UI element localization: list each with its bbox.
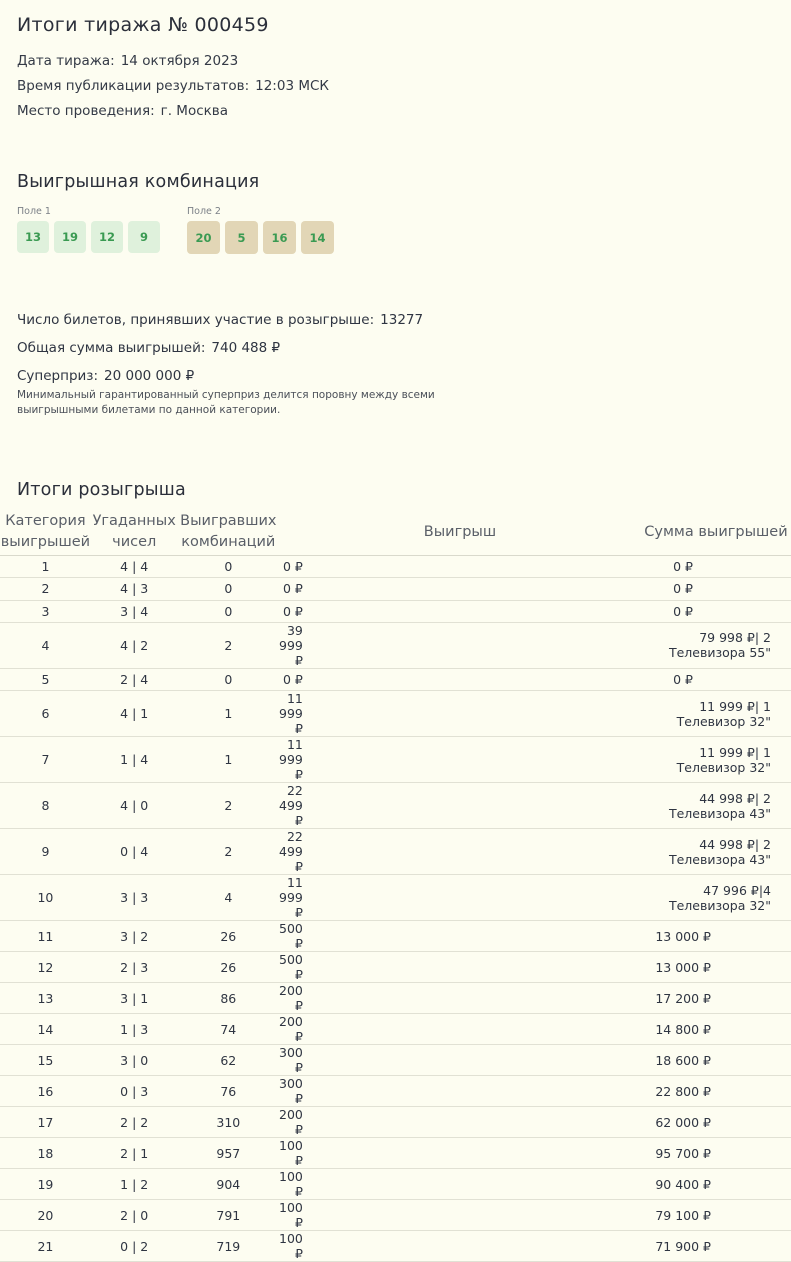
table-row bbox=[0, 737, 791, 783]
field2-numbers bbox=[187, 221, 334, 254]
table-row bbox=[0, 952, 791, 983]
cell-category: 11 bbox=[0, 921, 91, 952]
table-row bbox=[0, 600, 791, 622]
cell-category: 4 bbox=[0, 622, 91, 668]
cell-winners: 4 bbox=[178, 875, 279, 921]
cell-total: 62 000 ₽ bbox=[641, 1107, 791, 1138]
cell-prize: 500 ₽ bbox=[279, 952, 641, 983]
cell-total: 11 999 ₽| 1 Телевизор 32" bbox=[641, 691, 791, 737]
cell-guessed: 4 | 3 bbox=[91, 578, 178, 600]
cell-guessed: 0 | 3 bbox=[91, 1076, 178, 1107]
draw-date-label: Дата тиража: bbox=[17, 53, 115, 69]
cell-category: 9 bbox=[0, 829, 91, 875]
cell-winners: 26 bbox=[178, 952, 279, 983]
table-row bbox=[0, 783, 791, 829]
cell-total: 71 900 ₽ bbox=[641, 1231, 791, 1262]
cell-prize: 22 499 ₽ bbox=[279, 783, 641, 829]
draw-place bbox=[17, 103, 228, 119]
cell-prize: 11 999 ₽ bbox=[279, 737, 641, 783]
cell-guessed: 3 | 1 bbox=[91, 983, 178, 1014]
cell-winners: 2 bbox=[178, 783, 279, 829]
cell-guessed: 4 | 4 bbox=[91, 556, 178, 578]
table-row bbox=[0, 578, 791, 600]
cell-guessed: 2 | 0 bbox=[91, 1200, 178, 1231]
cell-total: 44 998 ₽| 2 Телевизора 43" bbox=[641, 829, 791, 875]
cell-winners: 0 bbox=[178, 556, 279, 578]
table-row bbox=[0, 1014, 791, 1045]
cell-prize: 0 ₽ bbox=[279, 668, 641, 690]
superprize-value: 20 000 000 ₽ bbox=[104, 368, 195, 384]
cell-guessed: 0 | 4 bbox=[91, 829, 178, 875]
column-header-category: Категория выигрышей bbox=[0, 509, 91, 556]
field2-ball: 20 bbox=[187, 221, 220, 254]
column-header-prize: Выигрыш bbox=[279, 509, 641, 556]
cell-winners: 26 bbox=[178, 921, 279, 952]
cell-category: 13 bbox=[0, 983, 91, 1014]
cell-prize: 11 999 ₽ bbox=[279, 691, 641, 737]
draw-date-value: 14 октября 2023 bbox=[120, 53, 239, 69]
cell-winners: 2 bbox=[178, 622, 279, 668]
cell-prize: 300 ₽ bbox=[279, 1045, 641, 1076]
superprize bbox=[17, 368, 194, 384]
table-row bbox=[0, 829, 791, 875]
cell-category: 15 bbox=[0, 1045, 91, 1076]
cell-guessed: 0 | 2 bbox=[91, 1231, 178, 1262]
table-row bbox=[0, 983, 791, 1014]
cell-guessed: 1 | 2 bbox=[91, 1169, 178, 1200]
publish-time-value: 12:03 МСК bbox=[255, 78, 329, 94]
results-body bbox=[0, 556, 791, 1262]
publish-time bbox=[17, 78, 329, 94]
table-row bbox=[0, 875, 791, 921]
total-winnings-label: Общая сумма выигрышей: bbox=[17, 340, 206, 356]
cell-total: 0 ₽ bbox=[641, 578, 791, 600]
cell-prize: 100 ₽ bbox=[279, 1169, 641, 1200]
cell-prize: 200 ₽ bbox=[279, 983, 641, 1014]
field2-ball: 14 bbox=[301, 221, 334, 254]
tickets-count bbox=[17, 312, 423, 328]
cell-category: 3 bbox=[0, 600, 91, 622]
cell-prize: 200 ₽ bbox=[279, 1107, 641, 1138]
field1-ball: 19 bbox=[54, 221, 86, 253]
cell-winners: 957 bbox=[178, 1138, 279, 1169]
table-row bbox=[0, 556, 791, 578]
cell-prize: 0 ₽ bbox=[279, 556, 641, 578]
cell-winners: 719 bbox=[178, 1231, 279, 1262]
cell-guessed: 4 | 1 bbox=[91, 691, 178, 737]
table-row bbox=[0, 668, 791, 690]
cell-winners: 86 bbox=[178, 983, 279, 1014]
column-header-guessed: Угаданных чисел bbox=[91, 509, 178, 556]
publish-time-label: Время публикации результатов: bbox=[17, 78, 250, 94]
cell-guessed: 3 | 4 bbox=[91, 600, 178, 622]
cell-winners: 2 bbox=[178, 829, 279, 875]
cell-prize: 100 ₽ bbox=[279, 1200, 641, 1231]
cell-category: 21 bbox=[0, 1231, 91, 1262]
cell-winners: 1 bbox=[178, 737, 279, 783]
cell-prize: 100 ₽ bbox=[279, 1138, 641, 1169]
cell-winners: 0 bbox=[178, 668, 279, 690]
table-row bbox=[0, 1076, 791, 1107]
cell-total: 13 000 ₽ bbox=[641, 921, 791, 952]
cell-total: 0 ₽ bbox=[641, 556, 791, 578]
cell-winners: 62 bbox=[178, 1045, 279, 1076]
field1-ball: 12 bbox=[91, 221, 123, 253]
cell-prize: 300 ₽ bbox=[279, 1076, 641, 1107]
cell-total: 47 996 ₽|4 Телевизора 32" bbox=[641, 875, 791, 921]
cell-guessed: 2 | 1 bbox=[91, 1138, 178, 1169]
table-row bbox=[0, 1107, 791, 1138]
cell-prize: 22 499 ₽ bbox=[279, 829, 641, 875]
field2-label: Поле 2 bbox=[187, 206, 221, 217]
combination-heading: Выигрышная комбинация bbox=[17, 172, 260, 192]
cell-total: 22 800 ₽ bbox=[641, 1076, 791, 1107]
tickets-count-label: Число билетов, принявших участие в розыгрыше: bbox=[17, 312, 375, 328]
cell-category: 16 bbox=[0, 1076, 91, 1107]
cell-category: 10 bbox=[0, 875, 91, 921]
cell-category: 7 bbox=[0, 737, 91, 783]
cell-prize: 200 ₽ bbox=[279, 1014, 641, 1045]
cell-guessed: 2 | 3 bbox=[91, 952, 178, 983]
table-row bbox=[0, 1200, 791, 1231]
cell-winners: 76 bbox=[178, 1076, 279, 1107]
cell-category: 18 bbox=[0, 1138, 91, 1169]
field1-numbers bbox=[17, 221, 160, 253]
cell-winners: 310 bbox=[178, 1107, 279, 1138]
results-heading: Итоги розыгрыша bbox=[17, 480, 186, 500]
results-table bbox=[0, 509, 791, 1262]
cell-winners: 791 bbox=[178, 1200, 279, 1231]
superprize-note: Минимальный гарантированный суперприз делится поровну между всеми выигрышными билетами по данной категории. bbox=[17, 389, 435, 416]
table-row bbox=[0, 1169, 791, 1200]
cell-total: 0 ₽ bbox=[641, 668, 791, 690]
cell-prize: 11 999 ₽ bbox=[279, 875, 641, 921]
table-row bbox=[0, 921, 791, 952]
cell-total: 95 700 ₽ bbox=[641, 1138, 791, 1169]
draw-date bbox=[17, 53, 238, 69]
cell-total: 90 400 ₽ bbox=[641, 1169, 791, 1200]
draw-place-label: Место проведения: bbox=[17, 103, 155, 119]
table-row bbox=[0, 691, 791, 737]
cell-category: 14 bbox=[0, 1014, 91, 1045]
column-header-total: Сумма выигрышей bbox=[641, 509, 791, 556]
cell-category: 1 bbox=[0, 556, 91, 578]
cell-winners: 74 bbox=[178, 1014, 279, 1045]
table-row bbox=[0, 622, 791, 668]
page-title: Итоги тиража № 000459 bbox=[17, 14, 269, 36]
field1-ball: 9 bbox=[128, 221, 160, 253]
draw-place-value: г. Москва bbox=[160, 103, 229, 119]
field2-ball: 5 bbox=[225, 221, 258, 254]
cell-prize: 39 999 ₽ bbox=[279, 622, 641, 668]
cell-total: 44 998 ₽| 2 Телевизора 43" bbox=[641, 783, 791, 829]
cell-total: 13 000 ₽ bbox=[641, 952, 791, 983]
cell-winners: 0 bbox=[178, 578, 279, 600]
field1-ball: 13 bbox=[17, 221, 49, 253]
field2-ball: 16 bbox=[263, 221, 296, 254]
cell-total: 17 200 ₽ bbox=[641, 983, 791, 1014]
cell-winners: 904 bbox=[178, 1169, 279, 1200]
cell-guessed: 3 | 2 bbox=[91, 921, 178, 952]
cell-category: 5 bbox=[0, 668, 91, 690]
table-row bbox=[0, 1138, 791, 1169]
cell-total: 14 800 ₽ bbox=[641, 1014, 791, 1045]
results-header-row bbox=[0, 509, 791, 556]
cell-prize: 0 ₽ bbox=[279, 600, 641, 622]
cell-category: 20 bbox=[0, 1200, 91, 1231]
cell-prize: 100 ₽ bbox=[279, 1231, 641, 1262]
table-row bbox=[0, 1045, 791, 1076]
cell-category: 8 bbox=[0, 783, 91, 829]
cell-guessed: 4 | 2 bbox=[91, 622, 178, 668]
cell-guessed: 2 | 2 bbox=[91, 1107, 178, 1138]
tickets-count-value: 13277 bbox=[380, 312, 424, 328]
cell-guessed: 1 | 4 bbox=[91, 737, 178, 783]
total-winnings-value: 740 488 ₽ bbox=[211, 340, 281, 356]
cell-category: 6 bbox=[0, 691, 91, 737]
column-header-winners: Выигравших комбинаций bbox=[178, 509, 279, 556]
cell-guessed: 3 | 3 bbox=[91, 875, 178, 921]
cell-prize: 0 ₽ bbox=[279, 578, 641, 600]
table-row bbox=[0, 1231, 791, 1262]
cell-winners: 1 bbox=[178, 691, 279, 737]
cell-prize: 500 ₽ bbox=[279, 921, 641, 952]
total-winnings bbox=[17, 340, 280, 356]
cell-total: 0 ₽ bbox=[641, 600, 791, 622]
cell-guessed: 1 | 3 bbox=[91, 1014, 178, 1045]
superprize-label: Суперприз: bbox=[17, 368, 99, 384]
cell-winners: 0 bbox=[178, 600, 279, 622]
cell-guessed: 3 | 0 bbox=[91, 1045, 178, 1076]
cell-guessed: 2 | 4 bbox=[91, 668, 178, 690]
cell-total: 79 100 ₽ bbox=[641, 1200, 791, 1231]
cell-category: 12 bbox=[0, 952, 91, 983]
cell-category: 19 bbox=[0, 1169, 91, 1200]
cell-total: 79 998 ₽| 2 Телевизора 55" bbox=[641, 622, 791, 668]
cell-total: 11 999 ₽| 1 Телевизор 32" bbox=[641, 737, 791, 783]
cell-category: 17 bbox=[0, 1107, 91, 1138]
field1-label: Поле 1 bbox=[17, 206, 51, 217]
cell-total: 18 600 ₽ bbox=[641, 1045, 791, 1076]
cell-category: 2 bbox=[0, 578, 91, 600]
cell-guessed: 4 | 0 bbox=[91, 783, 178, 829]
